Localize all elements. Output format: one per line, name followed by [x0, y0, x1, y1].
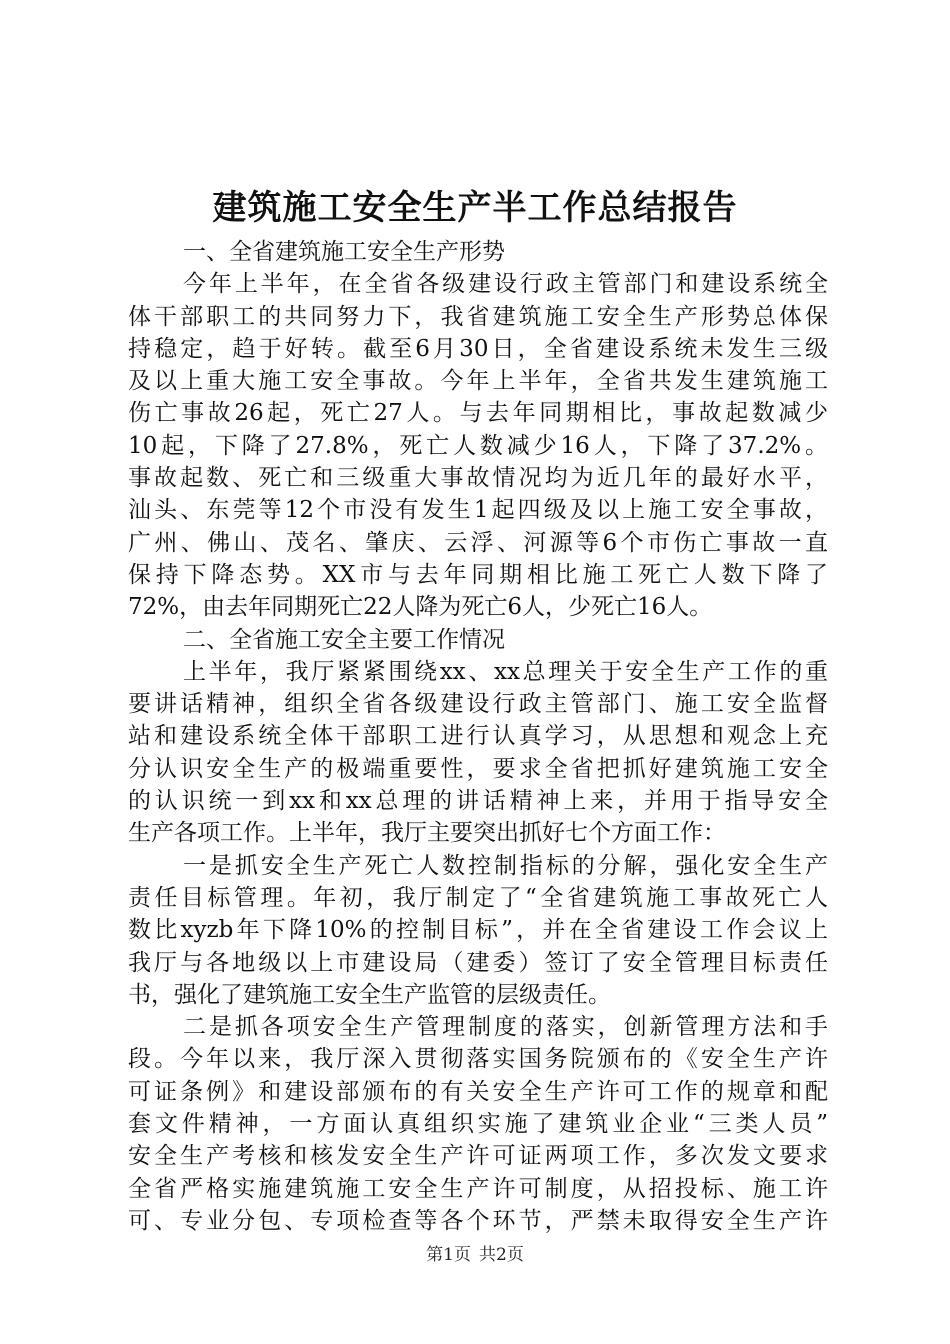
paragraph-line: 汕头、东莞等12个市没有发生1起四级及以上施工安全事故， — [128, 497, 828, 524]
paragraph-line: 的认识统一到xx和xx总理的讲话精神上来，并用于指导安全 — [128, 788, 828, 815]
paragraph-line: 安全生产考核和核发安全生产许可证两项工作，多次发文要求 — [128, 1143, 828, 1170]
paragraph-line: 套文件精神，一方面认真组织实施了建筑业企业“三类人员” — [128, 1111, 828, 1138]
section-heading: 一、全省建筑施工安全生产形势 — [183, 239, 505, 265]
paragraph-line: 生产各项工作。上半年，我厅主要突出抓好七个方面工作： — [128, 820, 726, 847]
page-footer — [0, 1243, 950, 1267]
paragraph-line: 持稳定，趋于好转。截至6月30日，全省建设系统未发生三级 — [128, 335, 828, 362]
document-title: 建筑施工安全生产半工作总结报告 — [212, 188, 738, 228]
paragraph-line: 全省严格实施建筑施工安全生产许可制度，从招投标、施工许 — [128, 1175, 828, 1202]
paragraph-line: 10起，下降了27.8%，死亡人数减少16人，下降了37.2%。 — [128, 432, 828, 459]
paragraph-line: 责任目标管理。年初，我厅制定了“全省建筑施工事故死亡人 — [128, 884, 828, 911]
paragraph-line: 广州、佛山、茂名、肇庆、云浮、河源等6个市伤亡事故一直 — [128, 529, 828, 556]
section-heading: 二、全省施工安全主要工作情况 — [183, 626, 505, 653]
paragraph-line: 及以上重大施工安全事故。今年上半年，全省共发生建筑施工 — [128, 368, 828, 395]
paragraph-line: 我厅与各地级以上市建设局（建委）签订了安全管理目标责任 — [128, 949, 828, 976]
paragraph-line: 数比xyzb年下降10%的控制目标”，并在全省建设工作会议上 — [128, 917, 828, 944]
paragraph-line: 书，强化了建筑施工安全生产监管的层级责任。 — [128, 981, 611, 1008]
paragraph-line: 72%，由去年同期死亡22人降为死亡6人，少死亡16人。 — [128, 594, 713, 621]
paragraph-line: 站和建设系统全体干部职工进行认真学习，从思想和观念上充 — [128, 723, 828, 750]
paragraph-line: 段。今年以来，我厅深入贯彻落实国务院颁布的《安全生产许 — [128, 1046, 828, 1073]
paragraph-line: 事故起数、死亡和三级重大事故情况均为近几年的最好水平， — [128, 465, 828, 492]
paragraph-line: 上半年，我厅紧紧围绕xx、xx总理关于安全生产工作的重 — [183, 658, 828, 685]
page-number: 第1页 — [426, 1245, 471, 1265]
paragraph-line: 体干部职工的共同努力下，我省建筑施工安全生产形势总体保 — [128, 303, 828, 330]
paragraph-line: 今年上半年，在全省各级建设行政主管部门和建设系统全 — [183, 271, 828, 298]
paragraph-line: 可证条例》和建设部颁布的有关安全生产许可工作的规章和配 — [128, 1078, 828, 1105]
paragraph-line: 伤亡事故26起，死亡27人。与去年同期相比，事故起数减少 — [128, 400, 828, 427]
paragraph-line: 一是抓安全生产死亡人数控制指标的分解，强化安全生产 — [183, 852, 828, 879]
paragraph-line: 二是抓各项安全生产管理制度的落实，创新管理方法和手 — [183, 1014, 828, 1041]
paragraph-line: 保持下降态势。XX市与去年同期相比施工死亡人数下降了 — [128, 561, 828, 588]
document-body — [128, 236, 828, 1237]
paragraph-line: 要讲话精神，组织全省各级建设行政主管部门、施工安全监督 — [128, 691, 828, 718]
paragraph-line: 分认识安全生产的极端重要性，要求全省把抓好建筑施工安全 — [128, 755, 828, 782]
paragraph-line: 可、专业分包、专项检查等各个环节，严禁未取得安全生产许 — [128, 1207, 828, 1234]
page-total: 共2页 — [479, 1245, 524, 1265]
